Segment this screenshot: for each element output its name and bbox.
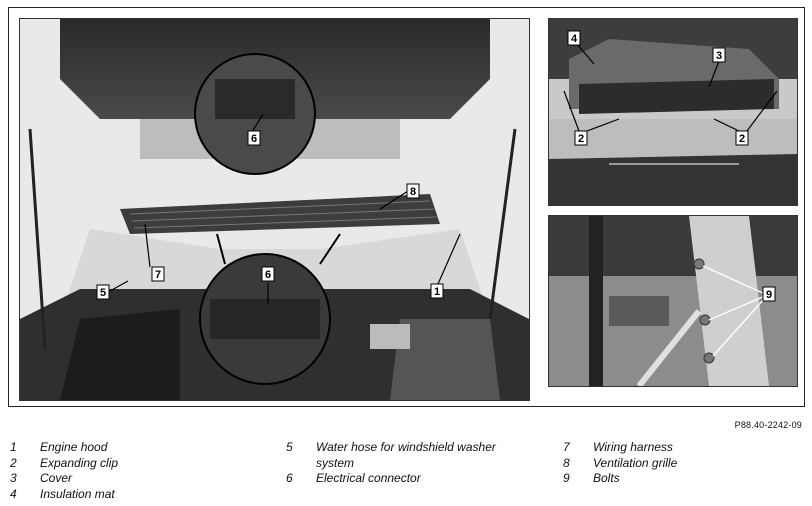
legend-number: 5 bbox=[286, 440, 293, 454]
legend-text: Bolts bbox=[593, 471, 620, 485]
legend-item bbox=[10, 440, 250, 456]
callout-9: 9 bbox=[766, 289, 773, 301]
legend-text: Ventilation grille bbox=[593, 455, 678, 470]
legend-text: Water hose for windshield washer system bbox=[316, 440, 496, 470]
callout-8: 8 bbox=[410, 186, 417, 198]
legend-number: 9 bbox=[563, 471, 570, 485]
legend-item bbox=[286, 471, 526, 487]
legend-item bbox=[563, 471, 793, 487]
legend-text: Cover bbox=[40, 471, 73, 485]
legend-column-3 bbox=[563, 440, 793, 487]
legend-number: 1 bbox=[10, 440, 17, 454]
callout-6-bottom: 6 bbox=[265, 269, 272, 281]
callout-7: 7 bbox=[155, 269, 162, 281]
legend-column-1 bbox=[10, 440, 250, 502]
legend-item bbox=[563, 456, 793, 472]
legend-item bbox=[563, 440, 793, 456]
callout-5: 5 bbox=[100, 287, 107, 299]
callout-4: 4 bbox=[571, 33, 578, 45]
legend-column-2 bbox=[286, 440, 526, 487]
legend-item bbox=[286, 440, 526, 471]
legend-number: 7 bbox=[563, 440, 570, 454]
callout-3: 3 bbox=[716, 50, 723, 62]
callout-2-right: 2 bbox=[739, 133, 746, 145]
legend-number: 4 bbox=[10, 486, 17, 501]
legend-item bbox=[10, 471, 250, 487]
legend-item bbox=[10, 456, 250, 472]
callout-2-left: 2 bbox=[578, 133, 585, 145]
cover-detail-photo bbox=[548, 18, 798, 206]
callout-1: 1 bbox=[434, 286, 441, 298]
engine-hood-photo bbox=[19, 18, 530, 401]
legend-number: 3 bbox=[10, 471, 17, 485]
legend-text: Engine hood bbox=[40, 440, 108, 454]
legend-text: Expanding clip bbox=[40, 455, 119, 470]
legend-number: 8 bbox=[563, 455, 570, 470]
figure-frame bbox=[8, 7, 805, 407]
legend-number: 2 bbox=[10, 455, 17, 470]
legend-text: Wiring harness bbox=[593, 440, 673, 454]
callout-6-top: 6 bbox=[251, 133, 258, 145]
bolts-detail-photo bbox=[548, 215, 798, 387]
figure-reference: P88.40-2242-09 bbox=[734, 420, 802, 430]
legend-text: Insulation mat bbox=[40, 486, 115, 501]
legend-item bbox=[10, 487, 250, 503]
legend-number: 6 bbox=[286, 471, 293, 485]
legend-text: Electrical connector bbox=[316, 471, 421, 485]
